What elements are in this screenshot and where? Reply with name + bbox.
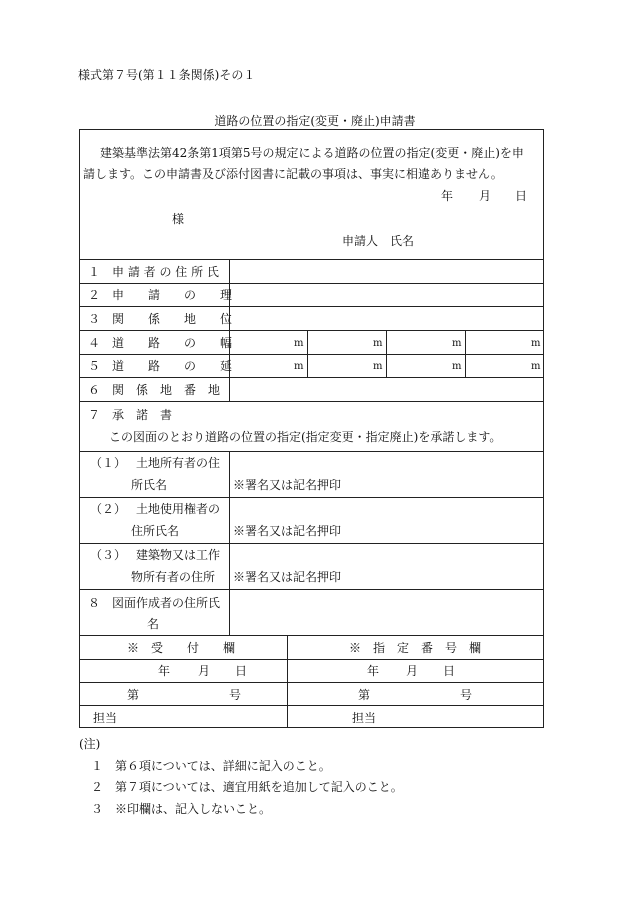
- row-label-road-length: ５ 道 路 の 延: [88, 359, 233, 373]
- note-2: ２ 第７項については、適宜用紙を追加して記入のこと。: [91, 780, 403, 794]
- unit-m: m: [452, 361, 462, 372]
- row-divider: [79, 682, 544, 683]
- designation-day: 日: [443, 664, 456, 678]
- row-divider: [79, 401, 544, 402]
- row-divider: [79, 705, 544, 706]
- reception-day: 日: [235, 664, 248, 678]
- statement-line-2: 請します。この申請書及び添付図書に記載の事項は、事実に相違ありません。: [83, 167, 503, 181]
- designation-staff-label: 担当: [352, 711, 377, 725]
- form-number: 様式第７号(第１１条関係)その１: [78, 68, 256, 82]
- column-divider: [229, 259, 230, 401]
- unit-m: m: [373, 338, 383, 349]
- reception-header: ※ 受 付 欄: [127, 641, 236, 655]
- party-2-label-cont: 住所氏名: [131, 524, 180, 538]
- reception-year: 年: [158, 664, 171, 678]
- designation-number-suffix: 号: [460, 688, 473, 702]
- row-divider: [79, 497, 544, 498]
- row-divider: [79, 259, 544, 260]
- document-title: 道路の位置の指定(変更・廃止)申請書: [214, 114, 416, 128]
- party-1-label-cont: 所氏名: [131, 478, 168, 492]
- row-divider: [79, 589, 544, 590]
- unit-m: m: [294, 361, 304, 372]
- signature-note: ※署名又は記名押印: [233, 570, 342, 584]
- drafter-label-cont: 名: [147, 617, 160, 631]
- row-divider: [79, 354, 544, 355]
- column-divider: [465, 330, 466, 377]
- row-divider: [79, 451, 544, 452]
- column-divider: [287, 635, 288, 728]
- row-label-lot-numbers: ６ 関 係 地 番 地: [88, 383, 221, 397]
- row-divider: [79, 543, 544, 544]
- date-month-label: 月: [479, 189, 492, 203]
- row-divider: [79, 659, 544, 660]
- unit-m: m: [452, 338, 462, 349]
- designation-year: 年: [367, 664, 380, 678]
- designation-month: 月: [406, 664, 419, 678]
- row-divider: [79, 306, 544, 307]
- row-divider: [79, 330, 544, 331]
- party-3-number: （３）: [90, 548, 127, 562]
- row-label-reason: ２ 申 請 の 理: [88, 288, 233, 302]
- row-label-applicant-address: １ 申 請 者 の 住 所 氏: [88, 265, 219, 279]
- drafter-label: ８ 図面作成者の住所氏: [88, 596, 221, 610]
- reception-staff-label: 担当: [93, 711, 118, 725]
- note-1: １ 第６項については、詳細に記入のこと。: [91, 759, 331, 773]
- applicant-name-label: 申請人 氏名: [342, 234, 415, 248]
- column-divider: [229, 451, 230, 635]
- signature-note: ※署名又は記名押印: [233, 478, 342, 492]
- designation-header: ※ 指 定 番 号 欄: [349, 641, 482, 655]
- party-2-number: （２）: [90, 502, 127, 516]
- row-divider: [79, 635, 544, 636]
- unit-m: m: [373, 361, 383, 372]
- party-3-label-cont: 物所有者の住所: [131, 570, 216, 584]
- column-divider: [386, 330, 387, 377]
- party-1-number: （１）: [90, 456, 127, 470]
- reception-number-prefix: 第: [127, 688, 140, 702]
- addressee-suffix: 様: [172, 212, 185, 226]
- note-3: ３ ※印欄は、記入しないこと。: [91, 802, 272, 816]
- row-divider: [79, 283, 544, 284]
- notes-label: (注): [79, 737, 101, 751]
- reception-number-suffix: 号: [229, 688, 242, 702]
- unit-m: m: [294, 338, 304, 349]
- consent-text: この図面のとおり道路の位置の指定(指定変更・指定廃止)を承諾します。: [109, 430, 502, 444]
- signature-note: ※署名又は記名押印: [233, 524, 342, 538]
- column-divider: [307, 330, 308, 377]
- consent-title: ７ 承 諾 書: [88, 408, 173, 422]
- reception-month: 月: [198, 664, 211, 678]
- statement-line-1: 建築基準法第42条第1項第5号の規定による道路の位置の指定(変更・廃止)を申: [100, 146, 524, 160]
- unit-m: m: [531, 338, 541, 349]
- party-2-label: 土地使用権者の: [136, 502, 221, 516]
- row-divider: [79, 377, 544, 378]
- unit-m: m: [531, 361, 541, 372]
- row-label-road-width: ４ 道 路 の 幅: [88, 336, 233, 350]
- date-day-label: 日: [515, 189, 528, 203]
- application-form-table: [79, 129, 544, 728]
- row-label-location: ３ 関 係 地 位: [88, 312, 233, 326]
- party-3-label: 建築物又は工作: [136, 548, 221, 562]
- designation-number-prefix: 第: [358, 688, 371, 702]
- party-1-label: 土地所有者の住: [136, 456, 221, 470]
- date-year-label: 年: [441, 189, 454, 203]
